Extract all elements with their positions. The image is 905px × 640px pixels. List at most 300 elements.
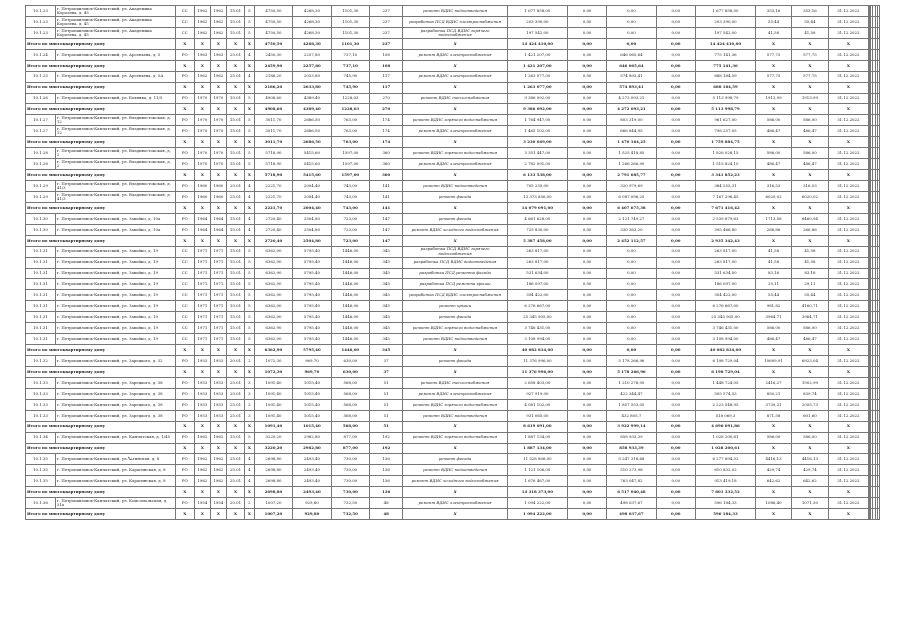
table-row <box>26 159 880 170</box>
deadline: X <box>828 104 869 115</box>
address: г. Петропавловск-Камчатский, ул. Владивостокская, д. 2 <box>55 148 175 159</box>
floors-cell: 15.01 <box>226 334 244 345</box>
year-built: 1971 <box>194 323 210 334</box>
max-unit-cost: 41,58 <box>792 246 828 257</box>
floors-cell: 15.01 <box>226 126 244 137</box>
living-area: 4268,30 <box>293 38 331 49</box>
unit-cost: X <box>755 443 791 454</box>
total-area: 5718,90 <box>254 159 292 170</box>
year-built: 1962 <box>194 465 210 476</box>
row-number: 10.1.33 <box>26 377 56 388</box>
unit-cost: 55,44 <box>755 16 791 27</box>
work-type: X <box>403 38 508 49</box>
floors-cell: 25.01 <box>226 465 244 476</box>
wall-type: СС <box>175 27 194 38</box>
nonresidential-area: 1446,00 <box>331 268 369 279</box>
entrances: 2 <box>245 498 255 509</box>
cost-owners: 263 817,00 <box>696 257 756 268</box>
floors-cell: 15.01 <box>226 268 244 279</box>
wall-type: X <box>175 82 194 93</box>
deadline: 31.12.2022 <box>828 410 869 421</box>
residents: 345 <box>370 334 403 345</box>
cost-fund: 0,00 <box>567 246 607 257</box>
entrances: 4 <box>245 191 255 202</box>
cost-total: 3 746 431,00 <box>507 323 567 334</box>
cost-total: 1 094 222,00 <box>507 509 567 520</box>
cost-budget: 432 805,7 <box>607 410 656 421</box>
residents: 51 <box>370 410 403 421</box>
work-type: разработка ПСД ВДИС электроснабжения <box>403 290 508 301</box>
cost-total: 927 919,00 <box>507 388 567 399</box>
deadline: 31.12.2022 <box>828 6 869 17</box>
work-type: X <box>403 443 508 454</box>
year-commissioned: 1964 <box>210 213 226 224</box>
deadline: 31.12.2022 <box>828 465 869 476</box>
row-number: 10.1.31 <box>26 268 56 279</box>
work-type: X <box>403 202 508 213</box>
cost-owners: 2 223 548,95 <box>696 399 756 410</box>
year-built: 1962 <box>194 71 210 82</box>
deadline: 31.12.2022 <box>828 432 869 443</box>
entrances: 5 <box>245 323 255 334</box>
work-type: ремонт ВДИС водоотведения <box>403 410 508 421</box>
cost-budget: 6 517 040,48 <box>607 487 656 498</box>
cost-local: 0,00 <box>656 454 696 465</box>
unit-cost: X <box>755 366 791 377</box>
floors-cell: X <box>226 235 244 246</box>
row-number: 10.1.32 <box>26 356 56 367</box>
deadline: 31.12.2022 <box>828 71 869 82</box>
year-built: X <box>194 345 210 356</box>
wall-type: СС <box>175 246 194 257</box>
empty-cell <box>877 301 879 312</box>
cost-budget: 803 319,00 <box>607 115 656 126</box>
empty-cell <box>877 191 879 202</box>
address: г. Петропавловск-Камчатский, ул. Завойко, д. 19 <box>55 257 175 268</box>
max-unit-cost: 577,75 <box>792 49 828 60</box>
row-number: 10.1.31 <box>26 323 56 334</box>
empty-cell <box>877 290 879 301</box>
residents: 345 <box>370 323 403 334</box>
entrances: 5 <box>245 279 255 290</box>
cost-total: 1 421 207,00 <box>507 49 567 60</box>
cost-local: 0,00 <box>656 443 696 454</box>
max-unit-cost: X <box>792 366 828 377</box>
cost-owners: 2 935 342,43 <box>696 235 756 246</box>
residents: 270 <box>370 93 403 104</box>
entrances: 5 <box>245 290 255 301</box>
nonresidential-area: 730,00 <box>331 487 369 498</box>
cost-budget: 4 272 093,21 <box>607 93 656 104</box>
residents: 136 <box>370 465 403 476</box>
cost-budget: 574 893,41 <box>607 71 656 82</box>
max-unit-cost: 586,00 <box>792 148 828 159</box>
max-unit-cost: 353,16 <box>792 6 828 17</box>
work-type: ремонт ВДИС электроснабжения <box>403 71 508 82</box>
living-area: 5795,40 <box>293 279 331 290</box>
living-area: 1015,40 <box>293 399 331 410</box>
nonresidential-area: 568,00 <box>331 388 369 399</box>
work-type: ремонт ВДИС электроснабжения <box>403 159 508 170</box>
floors-cell: X <box>226 366 244 377</box>
residents: 237 <box>370 38 403 49</box>
year-commissioned: 1953 <box>210 377 226 388</box>
cost-local: 0,00 <box>656 399 696 410</box>
cost-owners: 913 419,18 <box>696 476 756 487</box>
cost-owners: 354 422,00 <box>696 290 756 301</box>
max-unit-cost: 55,44 <box>792 16 828 27</box>
deadline: 31.12.2022 <box>828 27 869 38</box>
nonresidential-area: 763,00 <box>331 126 369 137</box>
nonresidential-area: 568,00 <box>331 399 369 410</box>
unit-cost: 871,58 <box>755 410 791 421</box>
year-commissioned: 1971 <box>210 268 226 279</box>
cost-total: 1 465 102,00 <box>507 126 567 137</box>
residents: 141 <box>370 191 403 202</box>
cost-owners: 6 198 729,04 <box>696 366 756 377</box>
year-commissioned: 1962 <box>210 27 226 38</box>
unit-cost: 41,58 <box>755 246 791 257</box>
cost-fund: 0,00 <box>567 410 607 421</box>
living-area: 5795,40 <box>293 268 331 279</box>
row-number: 10.1.23 <box>26 16 56 27</box>
address: г. Петропавловск-Камчатский, ул. Карагинская, д. 8 <box>55 476 175 487</box>
max-unit-cost: 486,47 <box>792 334 828 345</box>
cost-local: 0,00 <box>656 421 696 432</box>
total-area: 2221,70 <box>254 191 292 202</box>
cost-local: 0,00 <box>656 6 696 17</box>
floors-cell: 15.01 <box>226 257 244 268</box>
cost-total: 9 386 092,00 <box>507 93 567 104</box>
address: г. Петропавловск-Камчатский, ул. Владивостокская, д. 41/3 <box>55 181 175 192</box>
cost-owners: 7 801 332,52 <box>696 487 756 498</box>
max-unit-cost: 486,47 <box>792 159 828 170</box>
max-unit-cost: 6460,94 <box>792 213 828 224</box>
max-unit-cost: 1902,99 <box>792 377 828 388</box>
year-built: 1971 <box>194 268 210 279</box>
cost-fund: 0,00 <box>567 334 607 345</box>
nonresidential-area: 1446,00 <box>331 334 369 345</box>
wall-type: X <box>175 137 194 148</box>
total-area: 1072,30 <box>254 366 292 377</box>
living-area: 2982,80 <box>293 443 331 454</box>
row-number: 10.1.31 <box>26 279 56 290</box>
empty-cell <box>877 71 879 82</box>
empty-cell <box>877 235 879 246</box>
cost-budget: 0,00 <box>607 246 656 257</box>
house-total-row <box>26 487 880 498</box>
living-area: 1015,40 <box>293 377 331 388</box>
year-commissioned: 1971 <box>210 246 226 257</box>
empty-cell <box>877 93 879 104</box>
cost-fund: 0,00 <box>567 71 607 82</box>
work-type: ремонт ВДИС электроснабжения <box>403 49 508 60</box>
year-built: 1970 <box>194 148 210 159</box>
cost-fund: 0,00 <box>567 290 607 301</box>
row-number: 10.1.30 <box>26 224 56 235</box>
year-commissioned: 1962 <box>210 71 226 82</box>
table-row <box>26 454 880 465</box>
address: г. Петропавловск-Камчатский, ул. Завойко, д. 19 <box>55 312 175 323</box>
cost-budget: 0,00 <box>607 268 656 279</box>
nonresidential-area: 1446,00 <box>331 246 369 257</box>
year-built: X <box>194 104 210 115</box>
empty-cell <box>877 454 879 465</box>
entrances: 3 <box>245 399 255 410</box>
work-type: разработка ПСД ремонта крыши <box>403 279 508 290</box>
nonresidential-area: 1446,00 <box>331 345 369 356</box>
cost-budget: 574 893,41 <box>607 82 656 93</box>
max-unit-cost: 266,86 <box>792 224 828 235</box>
living-area: 4389,40 <box>293 93 331 104</box>
cost-budget: 6 087 096,25 <box>607 191 656 202</box>
residents: 136 <box>370 454 403 465</box>
nonresidential-area: 1101,30 <box>331 6 369 17</box>
max-unit-cost: X <box>792 345 828 356</box>
floors-cell: X <box>226 137 244 148</box>
entrances: 5 <box>245 268 255 279</box>
entrances: 4 <box>245 476 255 487</box>
cost-fund: 0,00 <box>567 16 607 27</box>
living-area: 5795,40 <box>293 334 331 345</box>
entrances: 5 <box>245 6 255 17</box>
wall-type: X <box>175 487 194 498</box>
unit-cost: 642,62 <box>755 476 791 487</box>
empty-cell <box>877 115 879 126</box>
nonresidential-area: 1101,30 <box>331 16 369 27</box>
nonresidential-area: 877,00 <box>331 443 369 454</box>
total-area: 2186,20 <box>254 71 292 82</box>
year-built: 1960 <box>194 191 210 202</box>
year-commissioned: 1970 <box>210 115 226 126</box>
unit-cost: 577,75 <box>755 71 791 82</box>
deadline: X <box>828 509 869 520</box>
cost-budget: 422 344,47 <box>607 388 656 399</box>
entrances: 3 <box>245 410 255 421</box>
cost-owners: 6 198 729,04 <box>696 356 756 367</box>
table-row <box>26 6 880 17</box>
living-area: 5795,40 <box>293 246 331 257</box>
cost-local: 0,00 <box>656 82 696 93</box>
year-built: 1953 <box>194 410 210 421</box>
residents: 192 <box>370 443 403 454</box>
cost-fund: 0,00 <box>567 432 607 443</box>
cost-local: 0,00 <box>656 476 696 487</box>
year-commissioned: X <box>210 38 226 49</box>
wall-type: РО <box>175 454 194 465</box>
floors-cell: X <box>226 170 244 181</box>
floors-cell: 15.01 <box>226 16 244 27</box>
year-built: 1962 <box>194 27 210 38</box>
work-type: X <box>403 137 508 148</box>
residents: 270 <box>370 104 403 115</box>
row-number: 10.1.28 <box>26 148 56 159</box>
living-area: 2493,40 <box>293 454 331 465</box>
empty-cell <box>877 487 879 498</box>
year-built: 1971 <box>194 334 210 345</box>
house-total-row <box>26 235 880 246</box>
cost-local: 0,00 <box>656 126 696 137</box>
unit-cost: 29,11 <box>755 279 791 290</box>
nonresidential-area: 877,00 <box>331 432 369 443</box>
cost-total: 354 422,00 <box>507 290 567 301</box>
total-area: 3220,20 <box>254 443 292 454</box>
year-commissioned: 1963 <box>210 49 226 60</box>
cost-owners: 961 627,00 <box>696 115 756 126</box>
empty-cell <box>877 6 879 17</box>
table-row <box>26 410 880 421</box>
table-row <box>26 224 880 235</box>
unit-cost: X <box>755 170 791 181</box>
work-type: X <box>403 345 508 356</box>
cost-owners: 2 539 879,63 <box>696 213 756 224</box>
cost-budget: 2 452 112,57 <box>607 235 656 246</box>
max-unit-cost: 41,58 <box>792 27 828 38</box>
address: г. Петропавловск-Камчатский, ул. Зарецкого, д. 38 <box>55 377 175 388</box>
cost-budget: 1 266 266,90 <box>607 159 656 170</box>
address: Итого по многоквартирному дому <box>26 487 176 498</box>
cost-budget: 1 857 553,05 <box>607 399 656 410</box>
cost-local: 0,00 <box>656 170 696 181</box>
address: г. Петропавловск-Камчатский, ул. Арсеньева, д. 5 <box>55 49 175 60</box>
deadline: 31.12.2022 <box>828 246 869 257</box>
address: г. Петропавловск-Камчатский, ул. Завойко, д. 19 <box>55 301 175 312</box>
cost-budget: 2 121 749,27 <box>607 213 656 224</box>
address: г. Петропавловск-Камчатский, ул. Камчатская, д. 1/45 <box>55 432 175 443</box>
empty-cell <box>877 224 879 235</box>
total-area: 6362,90 <box>254 246 292 257</box>
living-area: 2004,40 <box>293 181 331 192</box>
deadline: 31.12.2022 <box>828 115 869 126</box>
cost-owners: 6 277 894,32 <box>696 454 756 465</box>
address: Итого по многоквартирному дому <box>26 345 176 356</box>
cost-local: 0,00 <box>656 410 696 421</box>
year-commissioned: X <box>210 137 226 148</box>
year-commissioned: 1971 <box>210 279 226 290</box>
total-area: 2186,20 <box>254 82 292 93</box>
year-built: 1964 <box>194 213 210 224</box>
cost-owners: 186 097,00 <box>696 279 756 290</box>
nonresidential-area: 763,00 <box>331 115 369 126</box>
cost-total: 1 094 222,00 <box>507 498 567 509</box>
year-commissioned: 1971 <box>210 323 226 334</box>
year-commissioned: 1962 <box>210 432 226 443</box>
total-area: 4908,60 <box>254 104 292 115</box>
address: Итого по многоквартирному дому <box>26 82 176 93</box>
year-built: 1962 <box>194 476 210 487</box>
cost-owners: 610 832,02 <box>696 465 756 476</box>
residents: 345 <box>370 312 403 323</box>
work-type: ремонт фасада <box>403 454 508 465</box>
cost-total: 263 817,00 <box>507 257 567 268</box>
cost-budget: 5 247 318,68 <box>607 454 656 465</box>
living-area: 2982,80 <box>293 432 331 443</box>
living-area: 929,80 <box>293 509 331 520</box>
work-type: ремонт ВДИС теплоснабжения <box>403 377 508 388</box>
nonresidential-area: 743,00 <box>331 181 369 192</box>
year-built: 1953 <box>194 356 210 367</box>
wall-type: РО <box>175 191 194 202</box>
row-number: 10.1.31 <box>26 312 56 323</box>
max-unit-cost: X <box>792 38 828 49</box>
year-built: 1963 <box>194 49 210 60</box>
floors-cell: 25.01 <box>226 49 244 60</box>
cost-fund: 0,00 <box>567 476 607 487</box>
house-total-row <box>26 345 880 356</box>
entrances: 3 <box>245 377 255 388</box>
table-row <box>26 476 880 487</box>
cost-local: 0,00 <box>656 71 696 82</box>
address: Итого по многоквартирному дому <box>26 421 176 432</box>
nonresidential-area: 732,50 <box>331 498 369 509</box>
cost-owners: 775 141,36 <box>696 60 756 71</box>
cost-fund: 0,00 <box>567 323 607 334</box>
cost-local: 0,00 <box>656 104 696 115</box>
cost-total: 3 108 994,00 <box>507 334 567 345</box>
address: Итого по многоквартирному дому <box>26 366 176 377</box>
deadline: 31.12.2022 <box>828 213 869 224</box>
deadline: X <box>828 235 869 246</box>
cost-total: 14 318 373,00 <box>507 487 567 498</box>
year-commissioned: 1971 <box>210 334 226 345</box>
nonresidential-area: 743,00 <box>331 202 369 213</box>
empty-cell <box>877 443 879 454</box>
empty-cell <box>877 137 879 148</box>
table-row <box>26 257 880 268</box>
entrances: 5 <box>245 246 255 257</box>
cost-budget: 0,00 <box>607 345 656 356</box>
table-row <box>26 399 880 410</box>
cost-budget: 1 470 164,25 <box>607 137 656 148</box>
row-number: 10.1.33 <box>26 388 56 399</box>
max-unit-cost: X <box>792 202 828 213</box>
cost-fund: 0,00 <box>567 170 607 181</box>
work-type: разработка ПСД ВДИС водоотведения <box>403 257 508 268</box>
cost-local: 0,00 <box>656 137 696 148</box>
row-number: 10.1.34 <box>26 432 56 443</box>
year-built: 1970 <box>194 93 210 104</box>
cost-local: 0,00 <box>656 159 696 170</box>
address: г. Петропавловск-Камчатский, ул. Владивостокская, д. 12 <box>55 126 175 137</box>
cost-budget: 0,00 <box>607 301 656 312</box>
residents: 51 <box>370 421 403 432</box>
cost-total: 3 230 049,00 <box>507 137 567 148</box>
wall-type: РО <box>175 148 194 159</box>
wall-type: РО <box>175 115 194 126</box>
empty-cell <box>877 27 879 38</box>
floors-cell: 15.01 <box>226 27 244 38</box>
empty-cell <box>877 159 879 170</box>
row-number: 10.1.31 <box>26 290 56 301</box>
cost-local: 0,00 <box>656 38 696 49</box>
address: г. Петропавловск-Камчатский, ул. Арсеньева, д. 5А <box>55 71 175 82</box>
work-type: ремонт ВДИС водоотведения <box>403 334 508 345</box>
floors-cell: 25.01 <box>226 377 244 388</box>
year-built: X <box>194 170 210 181</box>
wall-type: РО <box>175 224 194 235</box>
year-commissioned: X <box>210 509 226 520</box>
total-area: 2720,40 <box>254 213 292 224</box>
floors-cell: 25.01 <box>226 399 244 410</box>
living-area: 2004,40 <box>293 202 331 213</box>
wall-type: РО <box>175 410 194 421</box>
work-type: X <box>403 421 508 432</box>
cost-total: 3 351 447,00 <box>507 148 567 159</box>
cost-owners: 1 448 724,05 <box>696 377 756 388</box>
nonresidential-area: 732,50 <box>331 509 369 520</box>
wall-type: X <box>175 202 194 213</box>
unit-cost: 353,16 <box>755 6 791 17</box>
